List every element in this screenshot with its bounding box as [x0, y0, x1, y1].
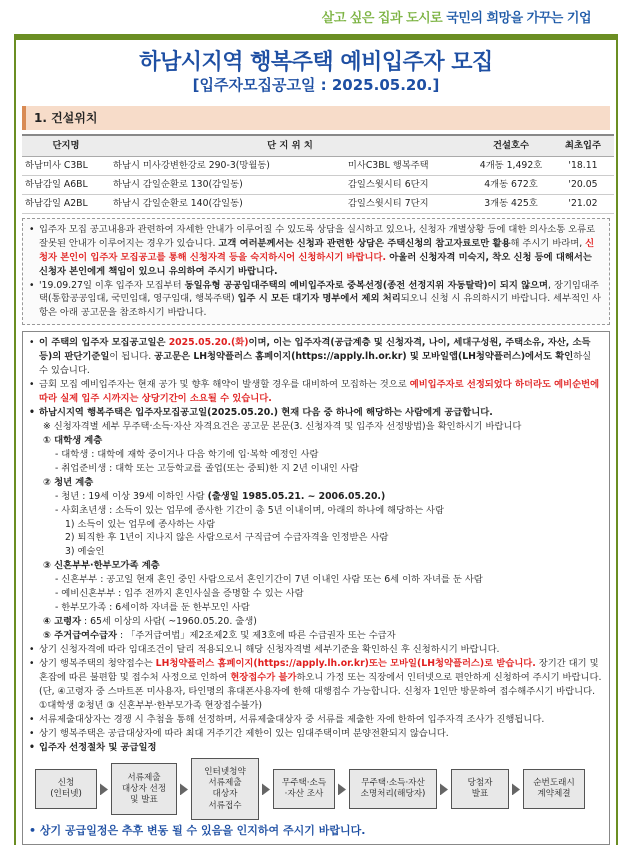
- site-units: 4개동 672호: [470, 175, 552, 194]
- flow-step-document-submission: 인터넷청약 서류제출 대상자 서류접수: [191, 758, 259, 820]
- page-subtitle: [입주자모집공고일 : 2025.05.20.]: [192, 76, 440, 95]
- site-building: 미사C3BL 행복주택: [345, 156, 470, 175]
- group-youth-newcomer-2: 2) 퇴직한 후 1년이 지나지 않은 사람으로서 구직급여 수급자격을 인정받은 사람: [65, 532, 389, 544]
- arrow-right-icon: [262, 783, 270, 795]
- arrow-right-icon: [338, 783, 346, 795]
- site-table: [22, 134, 614, 214]
- slogan-part2: 국민의 희망을 가꾸는 기업: [446, 11, 591, 26]
- col-header-units: 건설호수: [470, 135, 552, 156]
- col-header-location: 단 지 위 치: [110, 135, 470, 156]
- section-heading-location: 1. 건설위치: [22, 106, 610, 130]
- table-row: [22, 156, 614, 175]
- site-building: 감일스윗시티 7단지: [345, 194, 470, 213]
- announcement-frame: [14, 34, 618, 845]
- info-item-residence-limit: • 상기 행복주택은 공급대상자에 따라 최대 거주기간 제한이 있는 임대주택이며 분양전환되지 않습니다.: [29, 727, 603, 741]
- selection-flowchart: [35, 758, 603, 820]
- schedule-change-note: • 상기 공급일정은 추후 변동 될 수 있음을 인지하여 주시기 바랍니다.: [29, 824, 366, 838]
- flow-step-apply: 신청 (인터넷): [35, 769, 97, 809]
- group-youth-newcomer-1: 1) 소득이 있는 업무에 종사하는 사람: [65, 518, 216, 530]
- info-item-conditions: • 상기 신청자격에 따라 임대조건이 달리 적용되오니 해당 신청자격별 세부기준을 확인하신 후 신청하시기 바랍니다.: [29, 643, 603, 657]
- group-youth: ② 청년 계층: [43, 476, 94, 488]
- arrow-right-icon: [180, 783, 188, 795]
- arrow-right-icon: [512, 783, 520, 795]
- main-info-box: [22, 331, 610, 845]
- site-building: 감일스윗시티 6단지: [345, 175, 470, 194]
- info-item-reserve: • 금회 모집 예비입주자는 현재 공가 및 향후 해약이 발생할 경우를 대비하여 모집하는 것으로 예비입주자로 선정되었다 하더라도 예비순번에 따라 실제 입주 시까지는 상당기간이 소요될 수 있습니다.: [29, 378, 603, 406]
- site-address: 하남시 감일순환로 140(감일동): [110, 194, 345, 213]
- site-units: 3개동 425호: [470, 194, 552, 213]
- group-youth-newcomer: - 사회초년생 : 소득이 있는 업무에 종사한 기간이 총 5년 이내이며, 아래의 하나에 해당하는 사람: [55, 504, 445, 516]
- title-block: [16, 40, 616, 106]
- flow-step-document-selection: 서류제출 대상자 선정 및 발표: [111, 763, 177, 815]
- eligibility-note: ※ 신청자격별 세부 무주택·소득·자산 자격요건은 공고문 본문(3. 신청자격 및 입주자 선정방법)을 확인하시기 바랍니다: [43, 420, 522, 432]
- flow-step-asset-check: 무주택·소득 ·자산 조사: [273, 769, 335, 809]
- group-youth-age: - 청년 : 19세 이상 39세 이하인 사람 (출생일 1985.05.21. ~ 2006.05.20.): [55, 490, 386, 502]
- col-header-name: 단지명: [22, 135, 110, 156]
- table-row: [22, 175, 614, 194]
- table-row: [22, 194, 614, 213]
- info-item-announcement-date: • 이 주택의 입주자 모집공고일은 2025.05.20.(화)이며, 이는 입주자격(공급계층 및 신청자격, 나이, 세대구성원, 주택소유, 자산, 소득 등)의 판단기준일이 됩니다. 공고문은 LH청약플러스 홈페이지(https://apply.lh.or.kr) 및 모바일앱(LH청약플러스)에서도 확인하실 수 있습니다.: [29, 336, 603, 378]
- slogan: [322, 9, 591, 29]
- group-youth-newcomer-3: 3) 예술인: [65, 546, 105, 558]
- info-item-procedure: • 입주자 선정절차 및 공급일정: [29, 741, 603, 755]
- notice-box: [22, 218, 610, 326]
- flow-step-contract: 순번도래시 계약체결: [523, 769, 585, 809]
- site-address: 하남시 감일순환로 130(감일동): [110, 175, 345, 194]
- site-move-in: '21.02: [552, 194, 614, 213]
- group-elderly: ④ 고령자 : 65세 이상의 사람( ~1960.05.20. 출생): [43, 616, 257, 628]
- site-name: 하남감일 A2BL: [22, 194, 110, 213]
- site-move-in: '18.11: [552, 156, 614, 175]
- group-university-jobseeker: - 취업준비생 : 대학 또는 고등학교를 졸업(또는 중퇴)한 지 2년 이내인 사람: [55, 462, 359, 474]
- site-name: 하남미사 C3BL: [22, 156, 110, 175]
- group-university: ① 대학생 계층: [43, 434, 103, 446]
- group-newlywed-prospective: - 예비신혼부부 : 입주 전까지 혼인사실을 증명할 수 있는 사람: [55, 588, 304, 600]
- info-item-eligibility: • 하남시지역 행복주택은 입주자모집공고일(2025.05.20.) 현재 다음 중 하나에 해당하는 사람에게 공급합니다.: [29, 406, 603, 420]
- notice-item-consultation: • 입주자 모집 공고내용과 관련하여 자세한 안내가 이루어질 수 있도록 상담을 실시하고 있으나, 신청자 개별상황 등에 대한 의사소통 오류로 잘못된 안내가 이루어지는 경우가 있습니다. 고객 여러분께서는 신청과 관련한 상담은 주택신청의 참고자료로만 활용해 주시기 바라며, 신청자 본인이 입주자 모집공고를 통해 신청자격 등을 숙지하시어 신청하시기 바랍니다. 아울러 신청자격 미숙지, 착오 신청 등에 대해서는 신청자 본인에게 책임이 있으니 유의하여 주시기 바랍니다.: [29, 223, 603, 279]
- arrow-right-icon: [440, 783, 448, 795]
- group-housing-benefit: ⑤ 주거급여수급자 : 「주거급여법」제2조제2호 및 제3호에 따른 수급권자 또는 수급자: [43, 630, 396, 641]
- group-single-parent: - 한부모가족 : 6세이하 자녀를 둔 한부모인 사람: [55, 602, 250, 614]
- site-units: 4개동 1,492호: [470, 156, 552, 175]
- slogan-part1: 살고 싶은 집과 도시로: [321, 11, 443, 26]
- flow-step-winner-announcement: 당첨자 발표: [451, 769, 509, 809]
- arrow-right-icon: [100, 783, 108, 795]
- page-title: 하남시지역 행복주택 예비입주자 모집: [139, 50, 493, 75]
- col-header-move-in: 최초입주: [552, 135, 614, 156]
- site-name: 하남감일 A6BL: [22, 175, 110, 194]
- group-newlywed: ③ 신혼부부·한부모가족 계층: [43, 560, 160, 572]
- info-item-application: • 상기 행복주택의 청약접수는 LH청약플러스 홈페이지(https://apply.lh.or.kr)또는 모바일(LH청약플러스)로 받습니다. 장기간 대기 및 혼잡에 따른 불편함 및 접수처 사정으로 인하여 현장접수가 불가하오니 가정 또는 직장에서 인터넷으로 편안하게 신청하여 주시기 바랍니다. (단, ④고령자 중 스마트폰 미사용자, 타인명의 휴대폰사용자에 한해 대행접수 가능합니다. 신청자 1인만 방문하여 접수해주시기 바랍니다. ①대학생 ②청년 ③ 신혼부부·한부모가족 현장접수불가): [29, 657, 603, 713]
- site-move-in: '20.05: [552, 175, 614, 194]
- flow-step-clarification: 무주택·소득·자산 소명처리(해당자): [349, 769, 437, 809]
- notice-item-duplicate: • '19.09.27일 이후 입주자 모집부터 동일유형 공공임대주택의 예비입주자로 중복선정(종전 선정지위 자동탈락)이 되지 않으며, 장기임대주택(통합공공임대, 국민임대, 영구임대, 행복주택) 입주 시 모든 대기자 명부에서 제외 처리되오니 신청 시 유의하시기 바랍니다. 세부적인 사항은 아래 공고문을 참조하시기 바랍니다.: [29, 279, 603, 321]
- site-table-header: [22, 135, 614, 156]
- info-item-documents: • 서류제출대상자는 경쟁 시 추첨을 통해 선정하며, 서류제출대상자 중 서류를 제출한 자에 한하여 입주자격 조사가 진행됩니다.: [29, 713, 603, 727]
- site-address: 하남시 미사강변한강로 290-3(망월동): [110, 156, 345, 175]
- group-newlywed-couple: - 신혼부부 : 공고일 현재 혼인 중인 사람으로서 혼인기간이 7년 이내인 사람 또는 6세 이하 자녀를 둔 사람: [55, 574, 483, 586]
- group-university-student: - 대학생 : 대학에 재학 중이거나 다음 학기에 입·복학 예정인 사람: [55, 448, 319, 460]
